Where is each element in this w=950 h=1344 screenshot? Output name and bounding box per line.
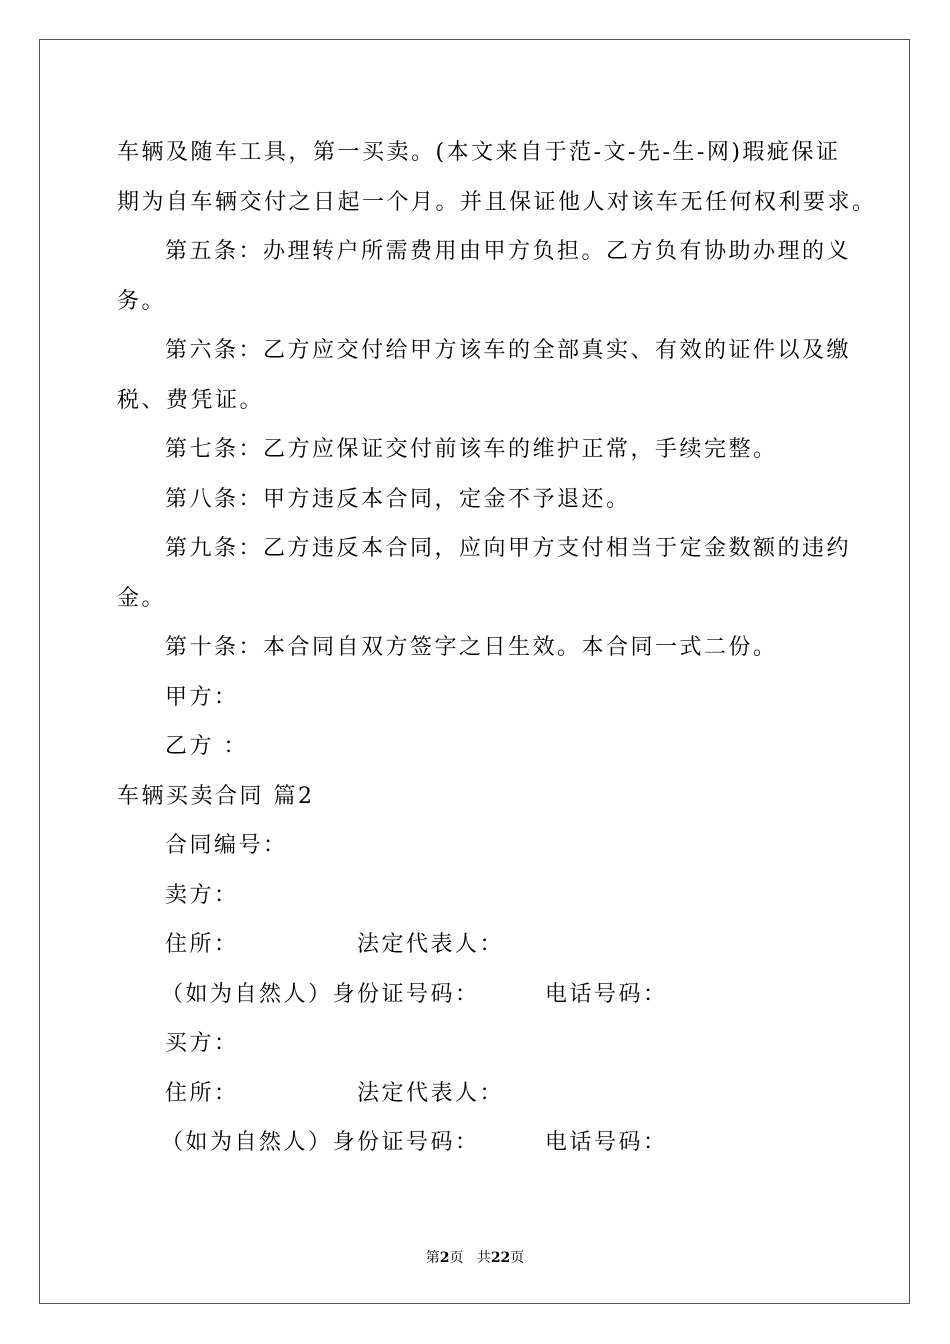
total-pages: 22 xyxy=(490,1250,511,1266)
total-suffix: 页 xyxy=(510,1250,525,1266)
document-body xyxy=(117,128,877,1168)
seller-rep-label: 法定代表人： xyxy=(357,932,505,957)
clause-5: 第五条：办理转户所需费用由甲方负担。乙方负有协助办理的义 xyxy=(165,239,852,264)
buyer-rep-label: 法定代表人： xyxy=(357,1080,505,1106)
party-b-signature: 乙方 ： xyxy=(165,734,248,759)
buyer-label: 买方： xyxy=(165,1031,239,1056)
total-prefix: 共 xyxy=(476,1250,491,1266)
buyer-address-row xyxy=(117,1069,833,1119)
seller-id-row xyxy=(117,970,833,1020)
contract-number-label: 合同编号： xyxy=(165,833,288,858)
text-line: 税、费凭证。 xyxy=(117,387,265,413)
seller-id-label: （如为自然人）身份证号码： xyxy=(161,981,480,1007)
clause-8: 第八条：甲方违反本合同，定金不予退还。 xyxy=(165,486,631,512)
page-prefix: 第 xyxy=(425,1250,440,1266)
page-suffix: 页 xyxy=(449,1250,464,1266)
text-line: 期为自车辆交付之日起一个月。并且保证他人对该车无任何权利要求。 xyxy=(117,189,877,215)
clause-6: 第六条：乙方应交付给甲方该车的全部真实、有效的证件以及缴 xyxy=(165,338,852,363)
text-line: 务。 xyxy=(117,288,167,314)
buyer-address-label: 住所： xyxy=(165,1080,239,1106)
party-a-signature: 甲方： xyxy=(165,684,239,710)
buyer-phone-label: 电话号码： xyxy=(545,1130,668,1155)
seller-address-label: 住所： xyxy=(165,932,239,957)
clause-7: 第七条：乙方应保证交付前该车的维护正常，手续完整。 xyxy=(165,437,778,462)
section-heading: 车辆买卖合同 篇2 xyxy=(117,783,315,809)
seller-phone-label: 电话号码： xyxy=(545,981,668,1007)
page-number: 2 xyxy=(439,1250,450,1266)
text-line: 金。 xyxy=(117,585,167,611)
page-footer xyxy=(0,1247,950,1267)
clause-9: 第九条：乙方违反本合同，应向甲方支付相当于定金数额的违约 xyxy=(165,536,852,561)
buyer-id-row xyxy=(117,1118,833,1168)
seller-label: 卖方： xyxy=(165,882,239,908)
clause-10: 第十条：本合同自双方签字之日生效。本合同一式二份。 xyxy=(165,635,778,660)
text-line: 车辆及随车工具，第一买卖。(本文来自于范-文-先-生-网)瑕疵保证 xyxy=(117,140,841,165)
seller-address-row xyxy=(117,920,833,970)
buyer-id-label: （如为自然人）身份证号码： xyxy=(161,1130,480,1155)
